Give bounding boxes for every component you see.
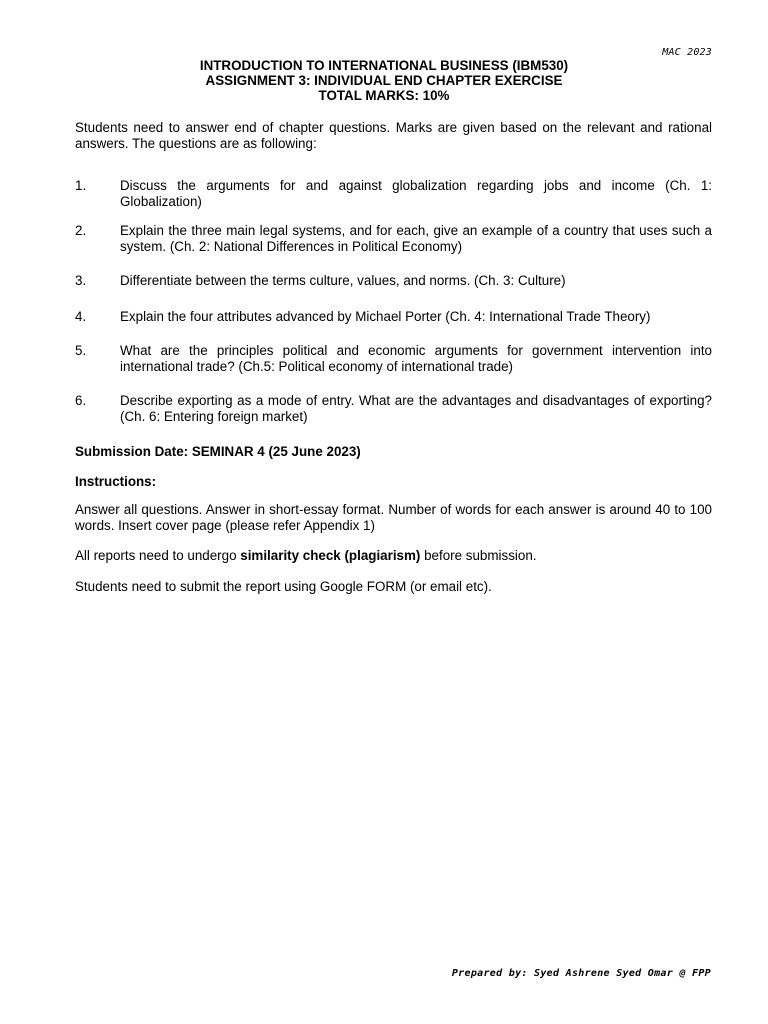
question-text: Explain the three main legal systems, and for each, give an example of a country that uses such a system. (Ch. 2: National Differences in Political Economy) bbox=[120, 223, 712, 254]
question-number: 3. bbox=[75, 273, 87, 288]
instructions-paragraph: Answer all questions. Answer in short-essay format. Number of words for each answer is around 40 to 100 words. Insert cover page (please refer Appendix 1) bbox=[75, 502, 712, 533]
prepared-by-footer: Prepared by: Syed Ashrene Syed Omar @ FPP bbox=[451, 968, 711, 979]
title-line-assignment: ASSIGNMENT 3: INDIVIDUAL END CHAPTER EXERCISE bbox=[205, 73, 563, 88]
plagiarism-text-after: before submission. bbox=[420, 548, 537, 563]
document-title bbox=[0, 58, 768, 103]
question-text: What are the principles political and economic arguments for government intervention into international trade? (Ch.5: Political economy of international trade) bbox=[120, 343, 712, 374]
submission-date: Submission Date: SEMINAR 4 (25 June 2023) bbox=[75, 444, 361, 459]
plagiarism-paragraph bbox=[75, 548, 712, 564]
title-line-marks: TOTAL MARKS: 10% bbox=[318, 88, 450, 103]
document-date: MAC 2023 bbox=[662, 47, 712, 58]
question-text: Explain the four attributes advanced by Michael Porter (Ch. 4: International Trade Theory) bbox=[120, 309, 651, 324]
submission-method-paragraph: Students need to submit the report using Google FORM (or email etc). bbox=[75, 579, 492, 594]
question-number: 5. bbox=[75, 343, 87, 358]
question-text: Describe exporting as a mode of entry. What are the advantages and disadvantages of exporting? (Ch. 6: Entering foreign market) bbox=[120, 393, 712, 424]
plagiarism-emphasis: similarity check (plagiarism) bbox=[240, 548, 421, 563]
plagiarism-text-before: All reports need to undergo bbox=[75, 548, 241, 563]
intro-paragraph: Students need to answer end of chapter questions. Marks are given based on the relevant and rational answers. The questions are as following: bbox=[75, 120, 712, 151]
question-number: 4. bbox=[75, 309, 87, 324]
question-text: Discuss the arguments for and against globalization regarding jobs and income (Ch. 1: Globalization) bbox=[120, 178, 712, 209]
question-text: Differentiate between the terms culture, values, and norms. (Ch. 3: Culture) bbox=[120, 273, 566, 288]
question-number: 2. bbox=[75, 223, 87, 238]
question-number: 1. bbox=[75, 178, 87, 193]
instructions-heading: Instructions: bbox=[75, 474, 157, 489]
question-number: 6. bbox=[75, 393, 87, 408]
title-line-course: INTRODUCTION TO INTERNATIONAL BUSINESS (IBM530) bbox=[199, 58, 569, 73]
